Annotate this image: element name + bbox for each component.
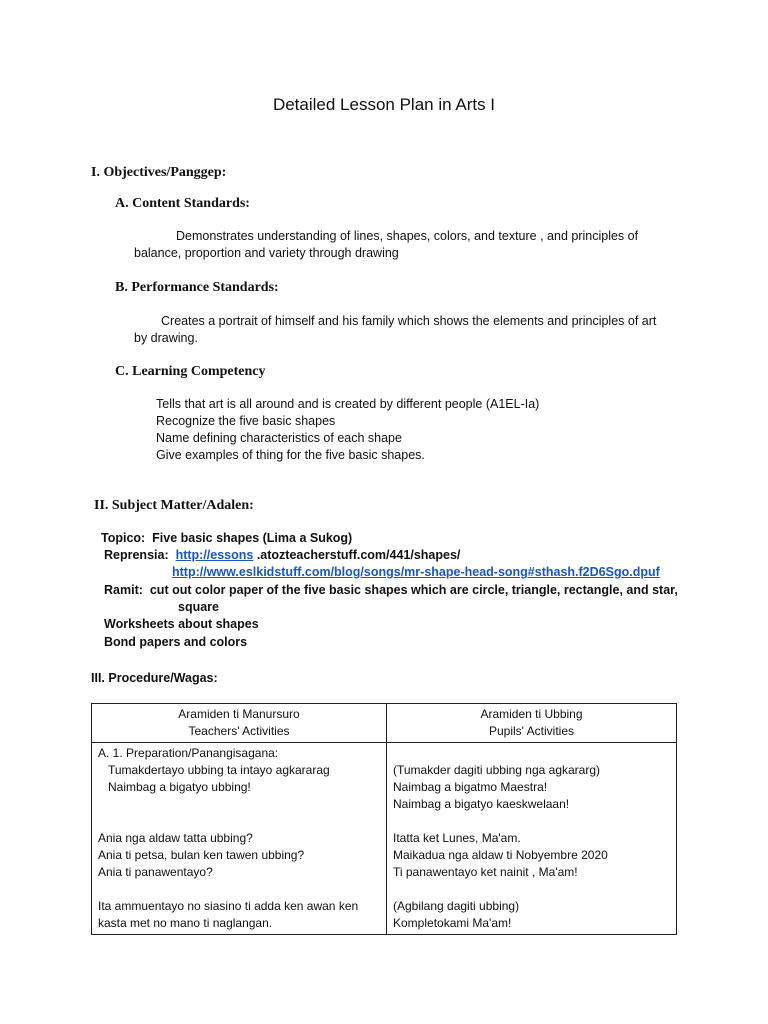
learning-competency-heading: C. Learning Competency (115, 364, 266, 379)
pupil-line: (Agbilang dagiti ubbing) (393, 899, 520, 913)
procedure-table (91, 703, 677, 935)
preparation-section: A. 1. Preparation/Panangisagana: (98, 746, 279, 760)
col2-header-line2: Pupils' Activities (489, 724, 574, 738)
ramit-line1: cut out color paper of the five basic shapes which are circle, triangle, rectangle, and star, (149, 583, 678, 597)
ramit-row (104, 582, 678, 599)
reprensia-link-1[interactable]: http://essons (175, 548, 254, 562)
teacher-line: Ania nga aldaw tatta ubbing? (98, 831, 253, 845)
ramit-label: Ramit: (104, 583, 143, 597)
pupil-line: Itatta ket Lunes, Ma'am. (393, 831, 521, 845)
teacher-line: kasta met no mano ti naglangan. (98, 916, 273, 930)
reprensia-label: Reprensia: (104, 548, 169, 562)
learning-competency-item: Name defining characteristics of each shape (156, 431, 402, 445)
content-standards-heading: A. Content Standards: (115, 196, 250, 211)
pupil-line: Ti panawentayo ket nainit , Ma'am! (393, 865, 578, 879)
pupil-line: Naimbag a bigatyo kaeskwelaan! (393, 797, 570, 811)
content-standards-line2: balance, proportion and variety through drawing (134, 246, 399, 260)
bond-papers-line: Bond papers and colors (104, 635, 248, 649)
teacher-line: Naimbag a bigatyo ubbing! (108, 780, 251, 794)
col2-header-line1: Aramiden ti Ubbing (480, 707, 583, 721)
performance-standards-line1: Creates a portrait of himself and his family which shows the elements and principles of art (161, 314, 657, 328)
learning-competency-item: Tells that art is all around and is created by different people (A1EL-Ia) (156, 397, 540, 411)
ramit-line2: square (178, 600, 219, 614)
reprensia-link-2[interactable]: http://www.eslkidstuff.com/blog/songs/mr-shape-head-song#sthash.f2D6Sgo.dpuf (172, 565, 660, 579)
teacher-line: Tumakdertayo ubbing ta intayo agkararag (108, 763, 330, 777)
pupil-line: (Tumakder dagiti ubbing nga agkararg) (393, 763, 601, 777)
learning-competency-item: Recognize the five basic shapes (156, 414, 336, 428)
teacher-line: Ania ti petsa, bulan ken tawen ubbing? (98, 848, 305, 862)
teacher-line: Ania ti panawentayo? (98, 865, 213, 879)
objectives-heading: I. Objectives/Panggep: (91, 165, 227, 180)
performance-standards-heading: B. Performance Standards: (115, 280, 279, 295)
page-title: Detailed Lesson Plan in Arts I (272, 95, 496, 114)
performance-standards-line2: by drawing. (134, 331, 198, 345)
teacher-activities-cell (92, 743, 387, 935)
col1-header-line1: Aramiden ti Manursuro (178, 707, 300, 721)
pupil-line: Naimbag a bigatmo Maestra! (393, 780, 548, 794)
reprensia-row (104, 547, 460, 564)
teachers-activities-header (92, 704, 387, 743)
pupil-line: Maikadua nga aldaw ti Nobyembre 2020 (393, 848, 608, 862)
table-row (92, 743, 677, 935)
content-standards-line1: Demonstrates understanding of lines, shapes, colors, and texture , and principles of (176, 229, 639, 243)
subject-matter-heading: II. Subject Matter/Adalen: (94, 498, 254, 513)
topico-label: Topico: (101, 531, 146, 545)
pupil-line: Kompletokami Ma'am! (393, 916, 512, 930)
pupil-activities-cell (387, 743, 677, 935)
table-header-row (92, 704, 677, 743)
pupils-activities-header (387, 704, 677, 743)
col1-header-line2: Teachers' Activities (188, 724, 290, 738)
procedure-heading: III. Procedure/Wagas: (91, 671, 218, 685)
worksheets-line: Worksheets about shapes (104, 617, 259, 631)
learning-competency-item: Give examples of thing for the five basic shapes. (156, 448, 425, 462)
teacher-line: Ita ammuentayo no siasino ti adda ken awan ken (98, 899, 359, 913)
topico-value: Five basic shapes (Lima a Sukog) (152, 531, 353, 545)
topico-row (101, 530, 352, 547)
reprensia-link-1-rest: .atozteacherstuff.com/441/shapes/ (253, 548, 461, 562)
